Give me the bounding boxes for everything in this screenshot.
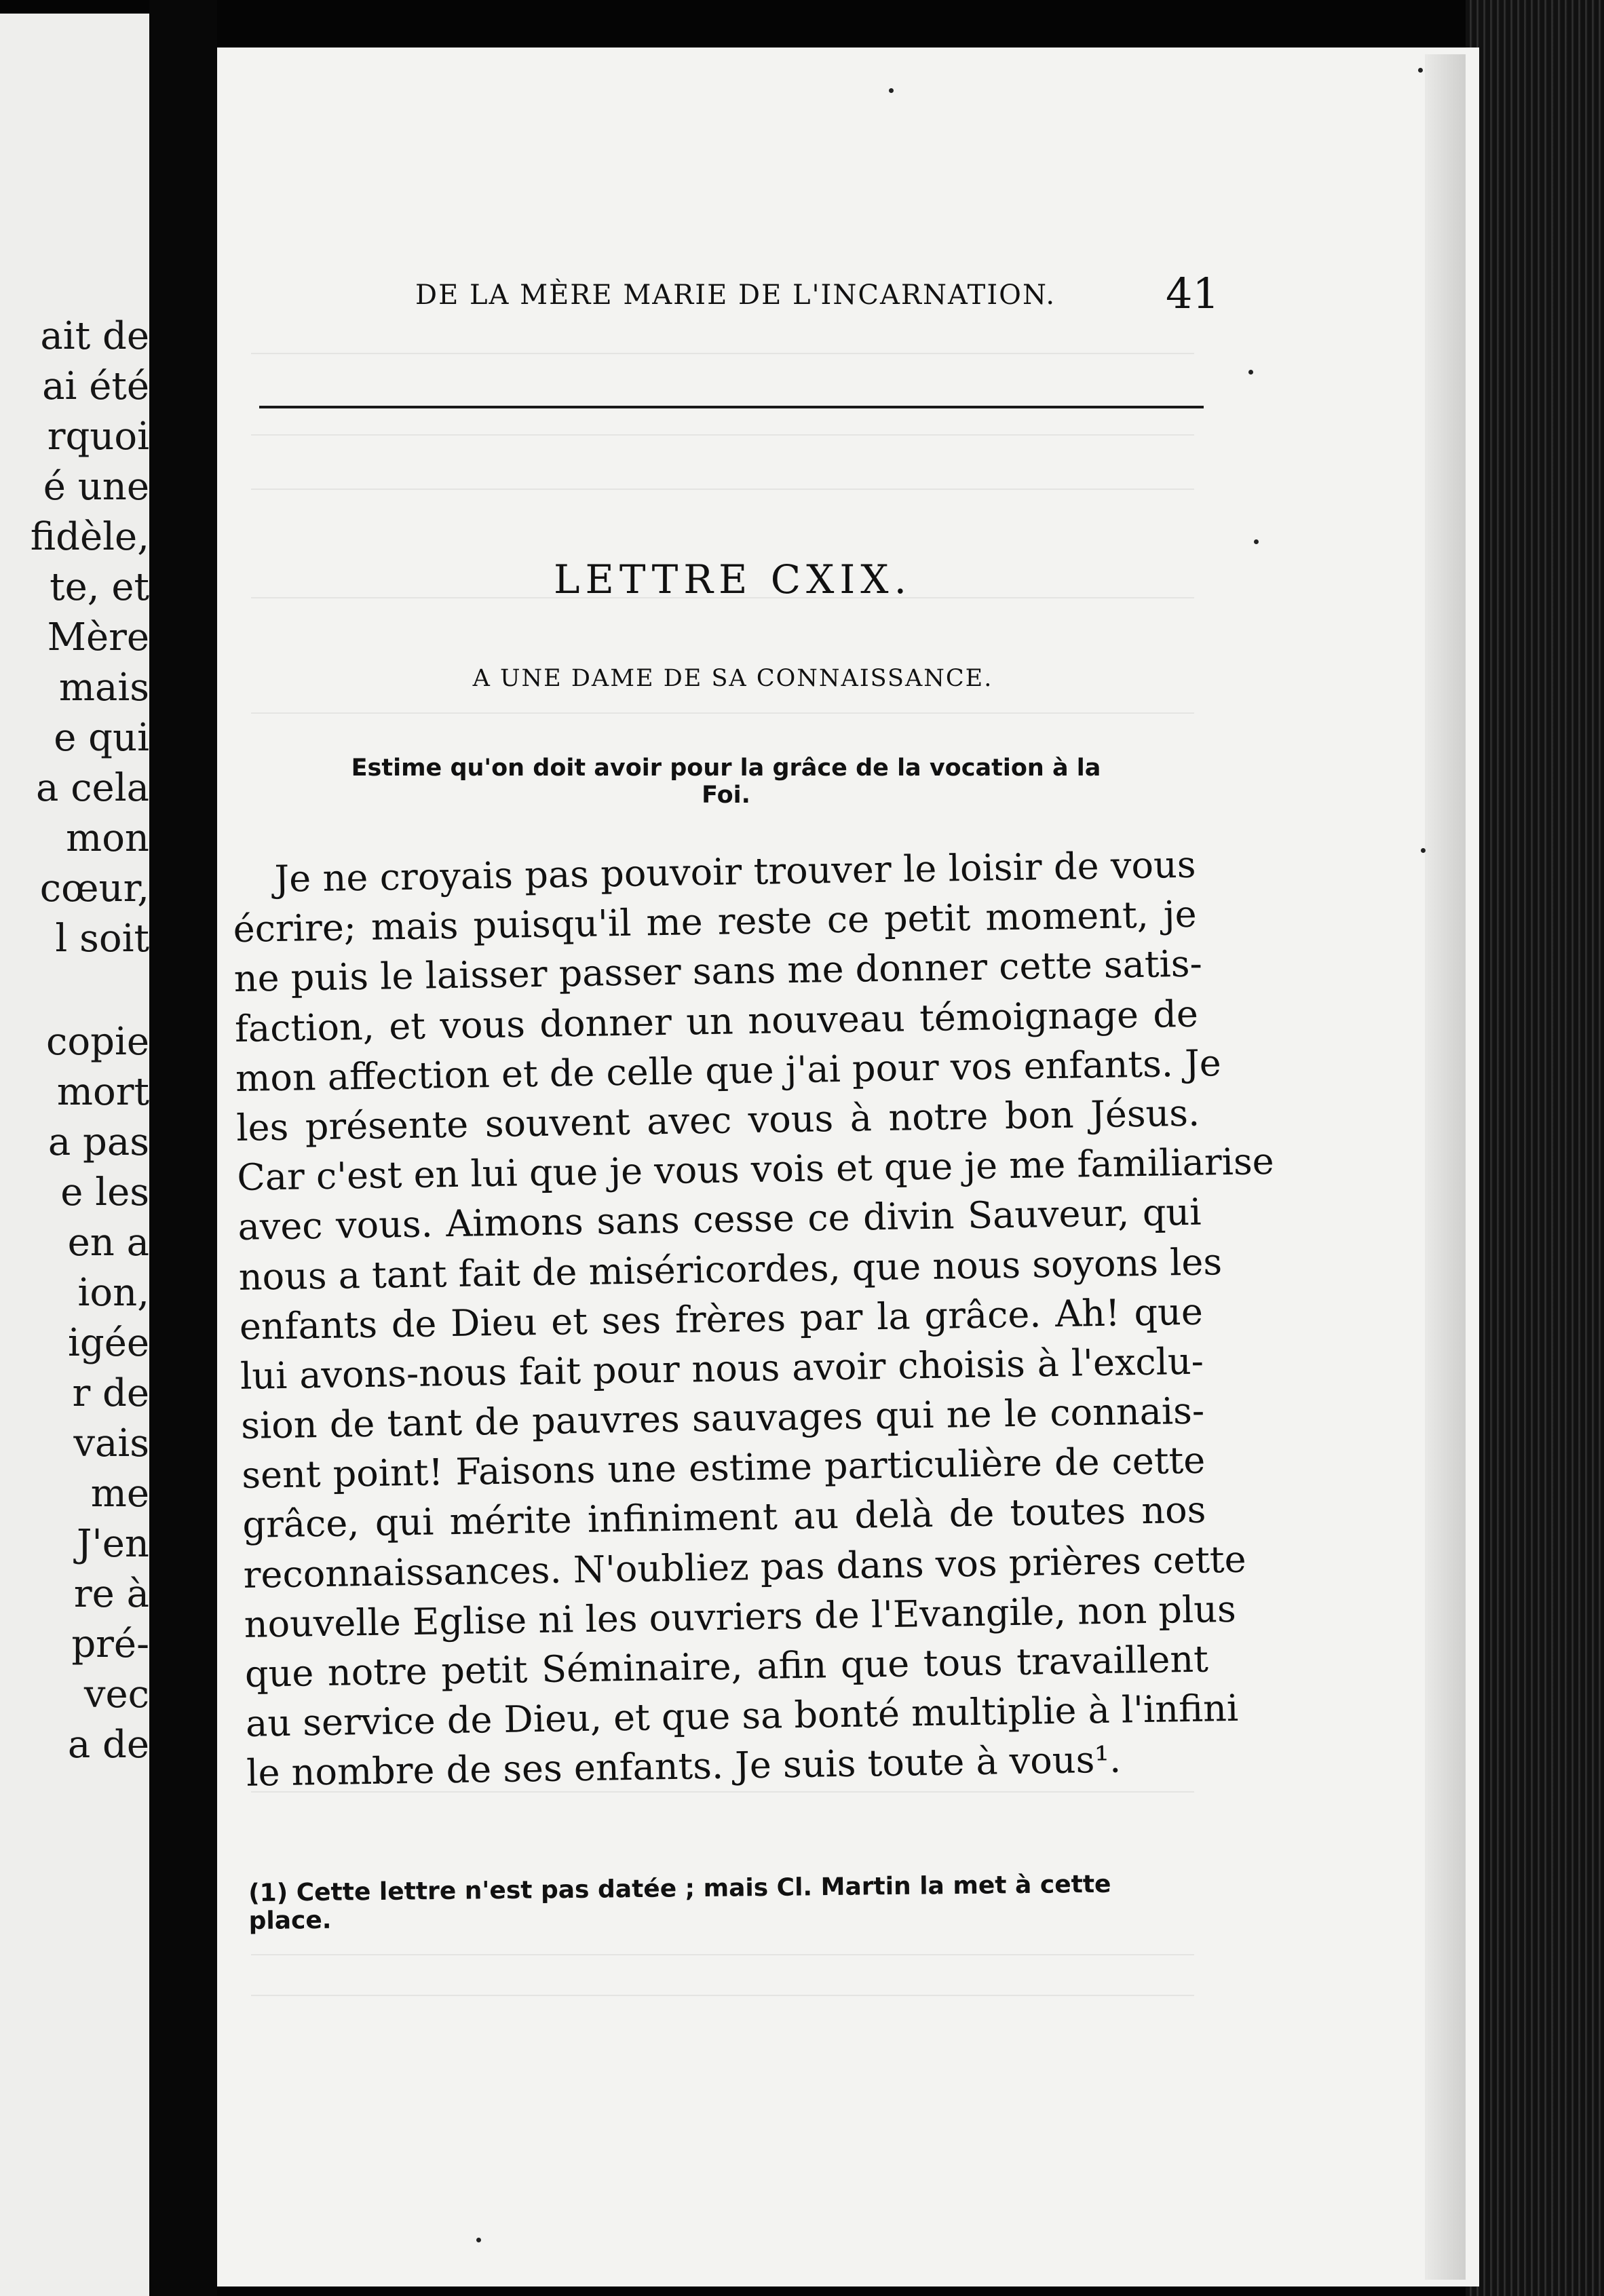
left-fragment: Mère	[47, 615, 149, 659]
body-line: faction, et vous donner un nouveau témoignage de	[234, 992, 1199, 1050]
left-fragment: en a	[67, 1221, 149, 1265]
left-fragment: re à	[73, 1572, 149, 1616]
left-fragment: ai été	[42, 364, 149, 408]
letter-title: LETTRE CXIX.	[553, 556, 913, 602]
letter-body	[232, 840, 1275, 1799]
body-line: écrire; mais puisqu'il me reste ce petit moment, je	[233, 892, 1198, 951]
body-line: les présente souvent avec vous à notre bon Jésus.	[235, 1091, 1200, 1149]
bleed-through	[251, 1954, 1194, 1955]
body-line: Car c'est en lui que je vous vois et que je me familiarise	[236, 1140, 1275, 1200]
left-fragment: a pas	[47, 1120, 149, 1164]
left-fragment: J'en	[76, 1522, 149, 1566]
header-rule	[259, 406, 1204, 408]
left-fragment: te, et	[50, 565, 149, 609]
page-shadow	[1425, 54, 1466, 2280]
body-line: sion de tant de pauvres sauvages qui ne le connais-	[240, 1389, 1205, 1447]
left-fragment: r de	[72, 1371, 149, 1415]
left-page-strip	[0, 14, 149, 2296]
page-number: 41	[1166, 269, 1219, 318]
body-line: nous a tant fait de miséricordes, que nous soyons les	[238, 1240, 1223, 1299]
running-header	[415, 280, 1216, 311]
left-fragment: e qui	[54, 716, 149, 760]
body-line: lui avons-nous fait pour nous avoir choisis à l'exclu-	[240, 1339, 1204, 1398]
body-line: sent point! Faisons une estime particulière de cette	[241, 1438, 1206, 1497]
left-fragment: vais	[73, 1421, 149, 1466]
body-line: reconnaissances. N'oubliez pas dans vos prières cette	[243, 1537, 1246, 1596]
left-fragment: mort	[56, 1070, 149, 1114]
bleed-through	[251, 434, 1194, 436]
letter-recipient: A UNE DAME DE SA CONNAISSANCE.	[472, 665, 993, 692]
left-fragment: é une	[43, 465, 149, 509]
ink-speck	[1418, 68, 1423, 73]
left-fragment: ion,	[77, 1271, 149, 1315]
left-fragment: igée	[67, 1321, 149, 1365]
left-fragment: mon	[66, 816, 149, 860]
ink-speck	[1421, 848, 1426, 853]
left-fragment: me	[90, 1472, 149, 1516]
body-line: avec vous. Aimons sans cesse ce divin Sauveur, qui	[237, 1190, 1202, 1249]
ink-speck	[1254, 539, 1259, 544]
footnote: (1) Cette lettre n'est pas datée ; mais Cl. Martin la met à cette place.	[248, 1870, 1111, 1935]
body-line: ne puis le laisser passer sans me donner cette satis-	[233, 942, 1203, 1001]
body-line: grâce, qui mérite infiniment au delà de toutes nos	[242, 1489, 1206, 1547]
left-fragment: cœur,	[39, 866, 149, 911]
left-fragment: l soit	[55, 917, 149, 961]
left-fragment: pré-	[71, 1622, 149, 1666]
bleed-through	[251, 1995, 1194, 1996]
left-fragment: fidèle,	[30, 515, 149, 559]
left-fragment: copie	[46, 1020, 149, 1064]
body-line: au service de Dieu, et que sa bonté multiplie à l'infini	[245, 1687, 1239, 1746]
ink-speck	[889, 88, 894, 93]
bleed-through	[251, 489, 1194, 490]
body-line: Je ne croyais pas pouvoir trouver le loisir de vous	[274, 843, 1196, 901]
left-fragment: mais	[58, 666, 149, 710]
left-fragment: a cela	[36, 766, 149, 810]
letter-subject: Estime qu'on doit avoir pour la grâce de la vocation à la Foi.	[351, 754, 1101, 809]
body-line: nouvelle Eglise ni les ouvriers de l'Evangile, non plus	[244, 1587, 1237, 1646]
body-line: le nombre de ses enfants. Je suis toute à vous¹.	[246, 1738, 1122, 1795]
body-line: que notre petit Séminaire, afin que tous travaillent	[244, 1637, 1209, 1696]
book-gutter	[149, 0, 217, 2296]
body-line: mon affection et de celle que j'ai pour vos enfants. Je	[235, 1041, 1222, 1100]
body-line: enfants de Dieu et ses frères par la grâce. Ah! que	[239, 1290, 1204, 1348]
bleed-through	[251, 712, 1194, 714]
left-fragment: vec	[83, 1672, 149, 1717]
ink-speck	[476, 2238, 481, 2242]
bleed-through	[251, 353, 1194, 354]
left-fragment: ait de	[40, 314, 149, 358]
left-fragment: e les	[60, 1170, 149, 1214]
ink-speck	[1248, 370, 1253, 375]
left-fragment: rquoi	[47, 415, 149, 459]
left-fragment: a de	[67, 1723, 149, 1767]
running-title: DE LA MÈRE MARIE DE L'INCARNATION.	[415, 280, 1056, 311]
book-edge	[1466, 0, 1604, 2296]
